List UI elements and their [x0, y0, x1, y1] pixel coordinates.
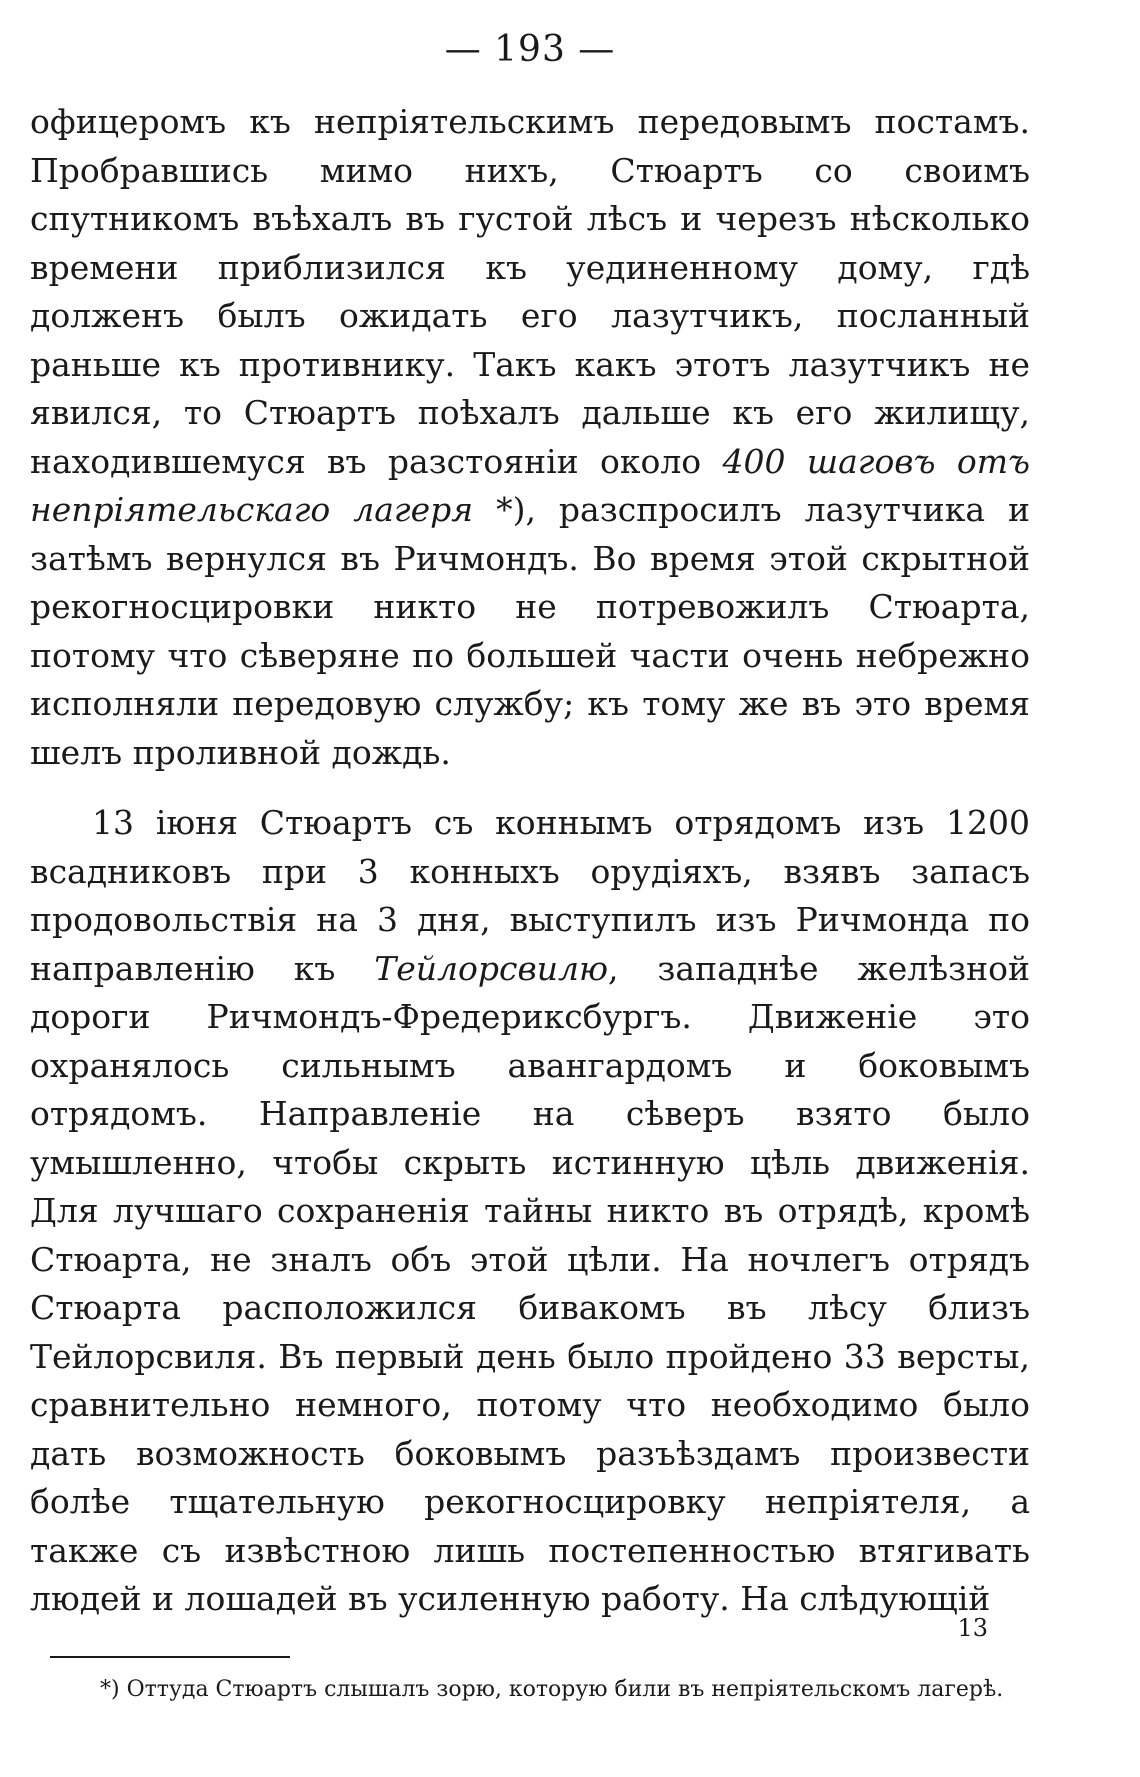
paragraph-2-text-b: , западнѣе желѣзной дороги Ричмондъ-Фредериксбургъ. Движеніе это охранялось сильнымъ авангардомъ и боковымъ отрядомъ. Направленіе на сѣверъ взято было умышленно, чтобы скрыть истинную цѣль движенія. Для лучшаго сохраненія тайны никто въ отрядѣ, кромѣ Стюарта, не зналъ объ этой цѣли. На ночлегъ отрядъ Стюарта расположился бивакомъ въ лѣсу близъ Тейлорсвиля. Въ первый день было пройдено 33 версты, сравнительно немного, потому что необходимо было дать возможность боковымъ разъѣздамъ произвести болѣе тщательную рекогносцировку непріятеля, а также съ извѣстною лишь постепенностью втягивать людей и лошадей въ усиленную работу. На слѣдующій — [30, 948, 1030, 1618]
printer-signature-mark: 13 — [957, 1614, 988, 1642]
paragraph-2-text-a: 13 іюня Стюартъ съ коннымъ отрядомъ изъ 1200 всадниковъ при 3 конныхъ орудіяхъ, взявъ запасъ продовольствія на 3 дня, выступилъ изъ Ричмонда по направленію къ — [30, 803, 1030, 988]
paragraph-1-italic: 400 шаговъ отъ непріятельскаго лагеря — [30, 441, 1030, 529]
footnote-divider — [50, 1656, 290, 1658]
footnote: *) Оттуда Стюартъ слышалъ зорю, которую били въ непріятельскомъ лагерѣ. — [100, 1676, 1004, 1702]
page-number: — 193 — — [444, 29, 616, 70]
paragraph-1-text-a: офицеромъ къ непріятельскимъ передовымъ постамъ. Пробравшись мимо нихъ, Стюартъ со своимъ спутникомъ въѣхалъ въ густой лѣсъ и черезъ нѣсколько времени приблизился къ уединенному дому, гдѣ долженъ былъ ожидать его лазутчикъ, посланный раньше къ противнику. Такъ какъ этотъ лазутчикъ не явился, то Стюартъ поѣхалъ дальше къ его жилищу, находившемуся въ разстояніи около — [30, 102, 1030, 481]
paragraph-1 — [30, 98, 1030, 777]
body-text — [30, 98, 1030, 1624]
paragraph-2-italic: Тейлорсвилю — [374, 948, 609, 988]
paragraph-1-text-b: *), разспросилъ лазутчика и затѣмъ вернулся въ Ричмондъ. Во время этой скрытной рекогносцировки никто не потревожилъ Стюарта, потому что сѣверяне по большей части очень небрежно исполняли передовую службу; къ тому же въ это время шелъ проливной дождь. — [30, 490, 1030, 772]
paragraph-2 — [30, 799, 1030, 1624]
